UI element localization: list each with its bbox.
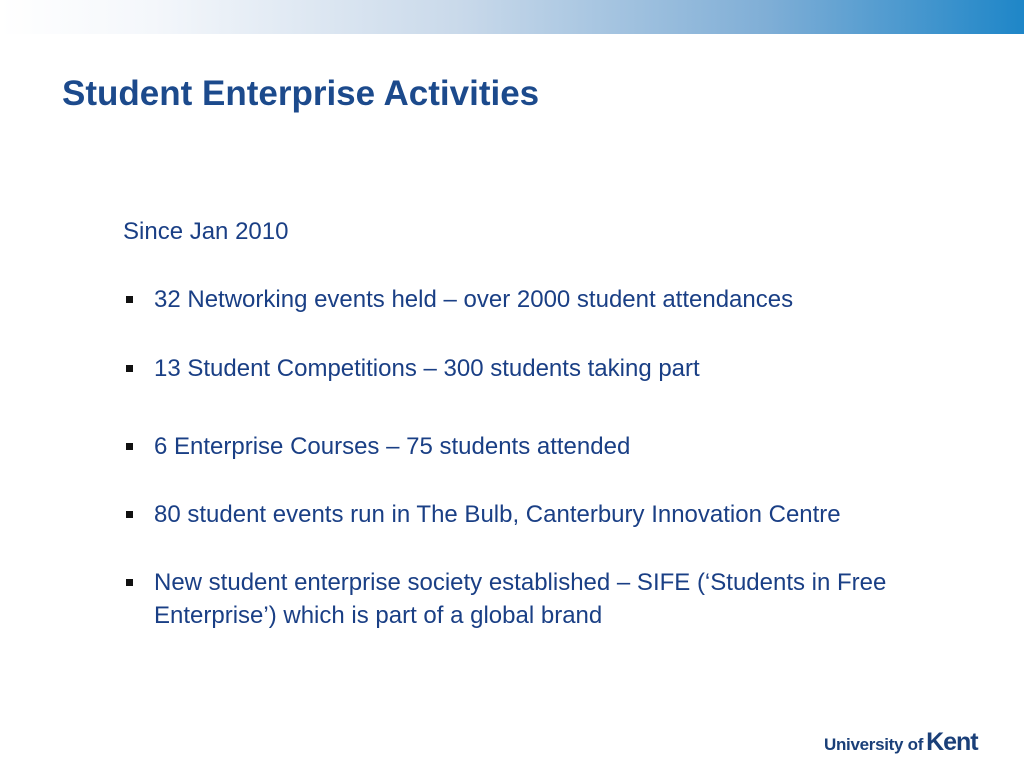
square-bullet-icon <box>126 443 133 450</box>
bullet-list <box>123 283 983 632</box>
square-bullet-icon <box>126 365 133 372</box>
square-bullet-icon <box>126 296 133 303</box>
header-gradient-band <box>0 0 1024 34</box>
logo-university-of-text: University of <box>824 735 924 754</box>
bullet-item <box>123 566 983 632</box>
bullet-item <box>123 283 983 316</box>
bullet-text: 32 Networking events held – over 2000 student attendances <box>154 286 794 313</box>
intro-text: Since Jan 2010 <box>123 218 289 245</box>
bullet-item <box>123 430 983 463</box>
bullet-text: 80 student events run in The Bulb, Canterbury Innovation Centre <box>154 501 841 528</box>
bullet-text: 13 Student Competitions – 300 students taking part <box>154 355 700 382</box>
university-of-kent-logo <box>824 728 978 762</box>
slide-body <box>123 215 983 632</box>
bullet-item <box>123 352 983 385</box>
logo-kent-text: Kent <box>926 728 978 756</box>
square-bullet-icon <box>126 511 133 518</box>
bullet-text: 6 Enterprise Courses – 75 students attended <box>154 433 631 460</box>
square-bullet-icon <box>126 579 133 586</box>
slide-title: Student Enterprise Activities <box>62 74 540 113</box>
bullet-item <box>123 498 983 531</box>
bullet-text: New student enterprise society established – SIFE (‘Students in Free Enterprise’) which is part of a global brand <box>154 569 887 629</box>
